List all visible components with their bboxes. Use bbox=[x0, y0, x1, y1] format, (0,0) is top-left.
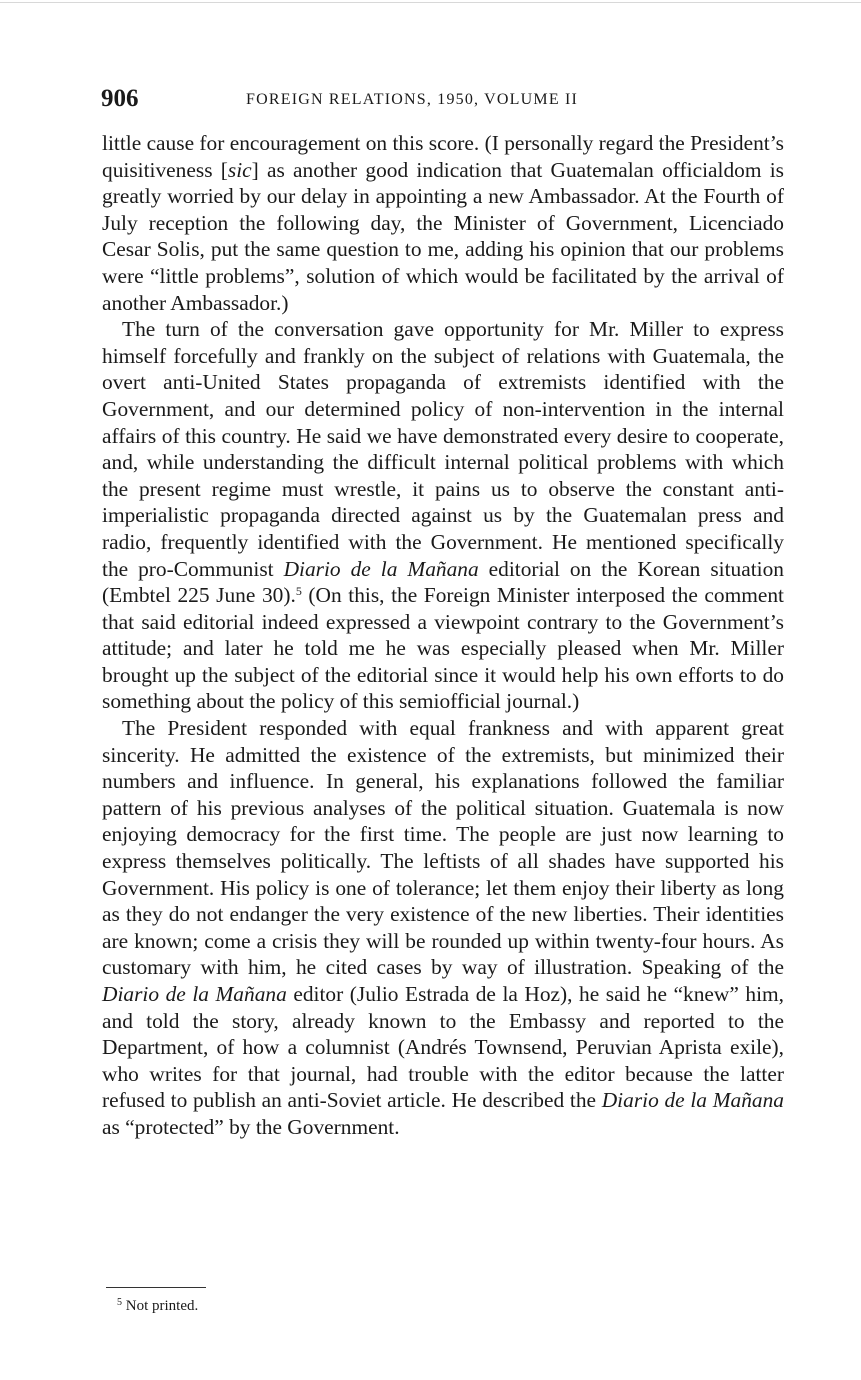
top-edge-rule bbox=[0, 2, 861, 3]
footnote-text: Not printed. bbox=[125, 1298, 199, 1314]
page-header bbox=[101, 84, 786, 114]
running-title: FOREIGN RELATIONS, 1950, VOLUME II bbox=[246, 91, 579, 108]
footnote bbox=[117, 1296, 198, 1316]
footnote-rule bbox=[106, 1287, 206, 1288]
paragraph-conversation: The turn of the conversation gave opportunity for Mr. Miller to express himself forcefully and frankly on the subject of relations with Guatemala, the overt anti-United States propaganda of extremists identified with the Government, and our determined policy of non-intervention in the internal affairs of this country. He said we have demonstrated every desire to cooperate, and, while understanding the difficult internal political problems with which the present regime must wrestle, it pains us to observe the constant anti-imperialistic propaganda directed against us by the Guatemalan press and radio, frequently identified with the Government. He mentioned specifically the pro-Communist Diario de la Mañana editorial on the Korean situation (Embtel 225 June 30).$^5$ (On this, the Foreign Minister interposed the comment that said editorial indeed expressed a viewpoint contrary to the Government’s attitude; and later he told me he was especially pleased when Mr. Miller brought up the subject of the editorial since it would help his own efforts to do something about the policy of this semiofficial journal.) bbox=[102, 317, 784, 714]
paragraph-continued: little cause for encouragement on this score. (I personally regard the President’s quisitiveness [sic] as another good indication that Guatemalan officialdom is greatly worried by our delay in appointing a new Ambassador. At the Fourth of July reception the following day, the Minister of Government, Licenciado Cesar Solis, put the same question to me, adding his opinion that our problems were “little problems”, solution of which would be facilitated by the arrival of another Ambassador.) bbox=[102, 131, 784, 315]
paragraph-president-response: The President responded with equal frankness and with apparent great sincerity. He admitted the existence of the extremists, but minimized their numbers and influence. In general, his explanations followed the familiar pattern of his previous analyses of the political situation. Guatemala is now enjoying democracy for the first time. The people are just now learning to express themselves politically. The leftists of all shades have supported his Government. His policy is one of tolerance; let them enjoy their liberty as long as they do not endanger the very existence of the new liberties. Their identities are known; come a crisis they will be rounded up within twenty-four hours. As customary with him, he cited cases by way of illustration. Speaking of the Diario de la Mañana editor (Julio Estrada de la Hoz), he said he “knew” him, and told the story, already known to the Embassy and reported to the Department, of how a columnist (Andrés Townsend, Peruvian Aprista exile), who writes for that journal, had trouble with the editor because the latter refused to publish an anti-Soviet article. He described the Diario de la Mañana as “protected” by the Government. bbox=[102, 716, 784, 1139]
footnote-marker: 5 bbox=[117, 1297, 122, 1308]
page-number: 906 bbox=[101, 85, 139, 112]
body-text bbox=[102, 130, 784, 1141]
